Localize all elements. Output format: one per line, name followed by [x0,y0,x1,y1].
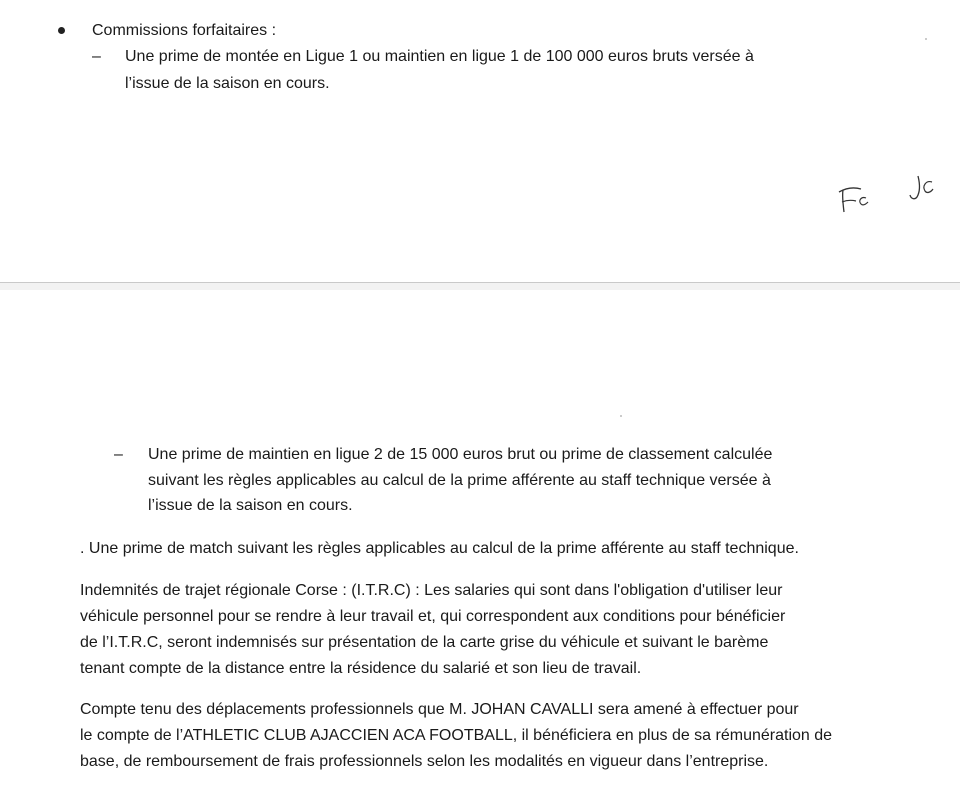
itrc-line3: de l’I.T.R.C, seront indemnisés sur présentation de la carte grise du véhicule et suivant le barème [80,634,769,651]
item2-line2: suivant les règles applicables au calcul de la prime afférente au staff technique versée à [148,472,771,489]
bullet-icon [58,27,65,34]
handwritten-initials [834,170,944,225]
page-top [0,0,960,282]
expenses-line1: Compte tenu des déplacements professionnels que M. JOHAN CAVALLI sera amené à effectuer pour [80,701,799,718]
expenses-line3: base, de remboursement de frais professionnels selon les modalités en vigueur dans l’entreprise. [80,753,769,770]
item1-line2: l’issue de la saison en cours. [125,75,330,92]
itrc-line2: véhicule personnel pour se rendre à leur travail et, qui correspondent aux conditions pour bénéficier [80,608,786,625]
dash-icon: – [114,446,123,463]
item1-line1: Une prime de montée en Ligue 1 ou maintien en ligue 1 de 100 000 euros bruts versée à [125,48,754,65]
itrc-line4: tenant compte de la distance entre la résidence du salarié et son lieu de travail. [80,660,642,677]
scan-speck [925,38,927,40]
match-bonus-paragraph: . Une prime de match suivant les règles applicables au calcul de la prime afférente au staff technique. [80,540,799,557]
expenses-line2: le compte de l’ATHLETIC CLUB AJACCIEN ACA FOOTBALL, il bénéficiera en plus de sa rémunération de [80,727,833,744]
itrc-line1: Indemnités de trajet régionale Corse : (I.T.R.C) : Les salaries qui sont dans l'obligation d'utiliser leur [80,582,783,599]
scan-speck [620,415,622,417]
page-bottom [0,290,960,792]
dash-icon: – [92,48,101,65]
item2-line3: l’issue de la saison en cours. [148,497,353,514]
bullet-heading: Commissions forfaitaires : [92,22,277,39]
item2-line1: Une prime de maintien en ligue 2 de 15 000 euros brut ou prime de classement calculée [148,446,773,463]
